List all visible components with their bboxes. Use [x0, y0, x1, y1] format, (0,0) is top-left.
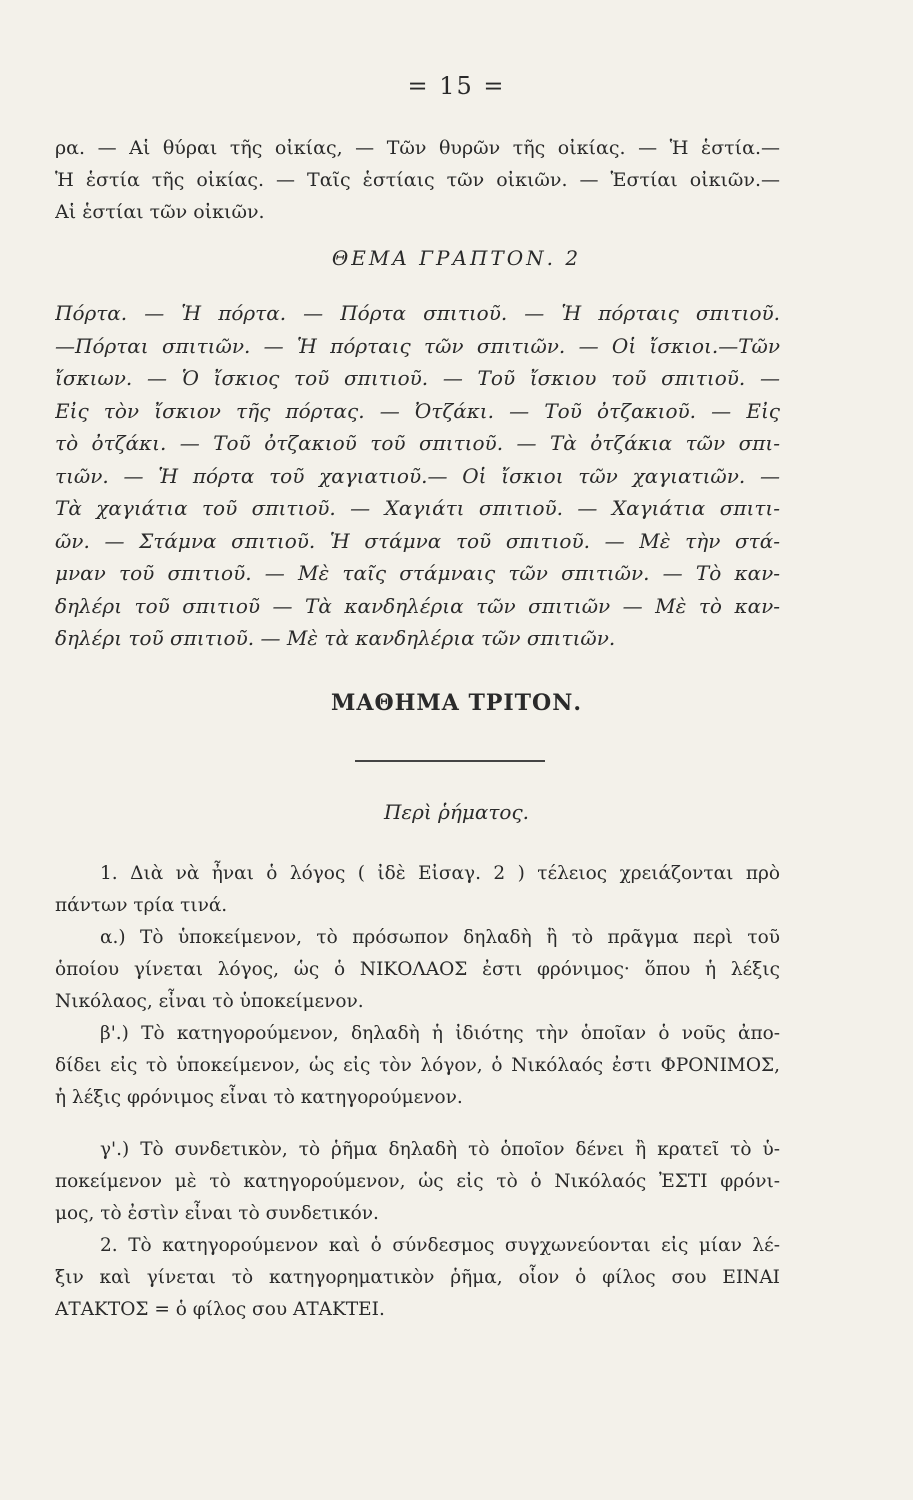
text-line: ρα. — Αἱ θύραι τῆς οἰκίας, — Τῶν θυρῶν τῆς οἰκίας. — Ἡ ἑστία.—: [55, 137, 780, 159]
paragraph-1-line: 1. Διὰ νὰ ἦναι ὁ λόγος ( ἰδὲ Εἰσαγ. 2 ) τέλειος χρειάζονται πρὸ: [100, 863, 780, 884]
text-line: Τὰ χαγιάτια τοῦ σπιτιοῦ. — Χαγιάτι σπιτιοῦ. — Χαγιάτια σπιτι-: [55, 496, 780, 520]
written-exercise-title: ΘΕΜΑ ΓΡΑΠΤΟΝ. 2: [331, 246, 582, 270]
text-line: μναν τοῦ σπιτιοῦ. — Μὲ ταῖς στάμναις τῶν σπιτιῶν. — Τὸ καν-: [55, 561, 780, 585]
lesson-heading: ΜΑΘΗΜΑ ΤΡΙΤΟΝ.: [331, 690, 582, 716]
paragraph-b-line: δίδει εἰς τὸ ὑποκείμενον, ὡς εἰς τὸν λόγον, ὁ Νικόλαός ἐστι ΦΡΟΝΙΜΟΣ,: [55, 1055, 780, 1076]
heading-rule: [355, 760, 545, 762]
written-exercise-body: [55, 297, 780, 655]
paragraph-c-line: μος, τὸ ἐστὶν εἶναι τὸ συνδετικόν.: [55, 1203, 379, 1224]
text-line: τιῶν. — Ἡ πόρτα τοῦ χαγιατιοῦ.— Οἱ ἴσκιοι τῶν χαγιατιῶν. —: [55, 463, 780, 488]
paragraph-2-line: 2. Τὸ κατηγορούμενον καὶ ὁ σύνδεσμος συγχωνεύονται εἰς μίαν λέ-: [100, 1235, 780, 1256]
text-line: Αἱ ἑστίαι τῶν οἰκιῶν.: [55, 201, 265, 223]
paragraph-a-line: ὁποίου γίνεται λόγος, ὡς ὁ ΝΙΚΟΛΑΟΣ ἐστι φρόνιμος· ὅπου ἡ λέξις: [55, 959, 780, 980]
text-line: Εἰς τὸν ἴσκιον τῆς πόρτας. — Ὀτζάκι. — Τοῦ ὀτζακιοῦ. — Εἰς: [55, 398, 780, 423]
paragraph-b-line: β'.) Τὸ κατηγορούμενον, δηλαδὴ ἡ ἰδιότης τὴν ὁποῖαν ὁ νοῦς ἀπο-: [100, 1023, 780, 1044]
paragraph-1-line: πάντων τρία τινά.: [55, 895, 228, 916]
text-line: δηλέρι τοῦ σπιτιοῦ. — Μὲ τὰ κανδηλέρια τῶν σπιτιῶν.: [55, 626, 616, 650]
exercise-continuation: [55, 132, 780, 228]
text-line: ἴσκιων. — Ὁ ἴσκιος τοῦ σπιτιοῦ. — Τοῦ ἴσκιου τοῦ σπιτιοῦ. —: [55, 366, 780, 390]
text-line: Πόρτα. — Ἡ πόρτα. — Πόρτα σπιτιοῦ. — Ἡ πόρταις σπιτιοῦ.: [55, 301, 780, 325]
paragraph-c-line: γ'.) Τὸ συνδετικὸν, τὸ ῥῆμα δηλαδὴ τὸ ὁποῖον δένει ἢ κρατεῖ τὸ ὑ-: [100, 1139, 780, 1160]
text-line: —Πόρται σπιτιῶν. — Ἡ πόρταις τῶν σπιτιῶν. — Οἱ ἴσκιοι.—Τῶν: [55, 333, 780, 358]
text-line: τὸ ὀτζάκι. — Τοῦ ὀτζακιοῦ τοῦ σπιτιοῦ. — Τὰ ὀτζάκια τῶν σπι-: [55, 431, 780, 455]
paragraph-2-line: ξιν καὶ γίνεται τὸ κατηγορηματικὸν ῥῆμα, οἷον ὁ φίλος σου ΕΙΝΑΙ: [55, 1267, 780, 1288]
paragraph-b-line: ἡ λέξις φρόνιμος εἶναι τὸ κατηγορούμενον.: [55, 1087, 463, 1108]
paragraph-2-line: ΑΤΑΚΤΟΣ = ὁ φίλος σου ΑΤΑΚΤΕΙ.: [55, 1299, 385, 1320]
text-line: ῶν. — Στάμνα σπιτιοῦ. Ἡ στάμνα τοῦ σπιτιοῦ. — Μὲ τὴν στά-: [55, 528, 780, 553]
text-line: δηλέρι τοῦ σπιτιοῦ — Τὰ κανδηλέρια τῶν σπιτιῶν — Μὲ τὸ καν-: [55, 593, 780, 618]
paragraph-c-line: ποκείμενον μὲ τὸ κατηγορούμενον, ὡς εἰς τὸ ὁ Νικόλαός ἘΣΤΙ φρόνι-: [55, 1171, 780, 1192]
text-line: Ἡ ἑστία τῆς οἰκίας. — Ταῖς ἑστίαις τῶν οἰκιῶν. — Ἑστίαι οἰκιῶν.—: [55, 169, 780, 191]
lesson-body: [55, 858, 780, 1326]
paragraph-a-line: Νικόλαος, εἶναι τὸ ὑποκείμενον.: [55, 991, 364, 1012]
lesson-subtitle: Περὶ ῥήματος.: [383, 800, 530, 824]
page-number: = 15 =: [407, 72, 506, 100]
paragraph-a-line: α.) Τὸ ὑποκείμενον, τὸ πρόσωπον δηλαδὴ ἢ τὸ πρᾶγμα περὶ τοῦ: [100, 927, 780, 948]
